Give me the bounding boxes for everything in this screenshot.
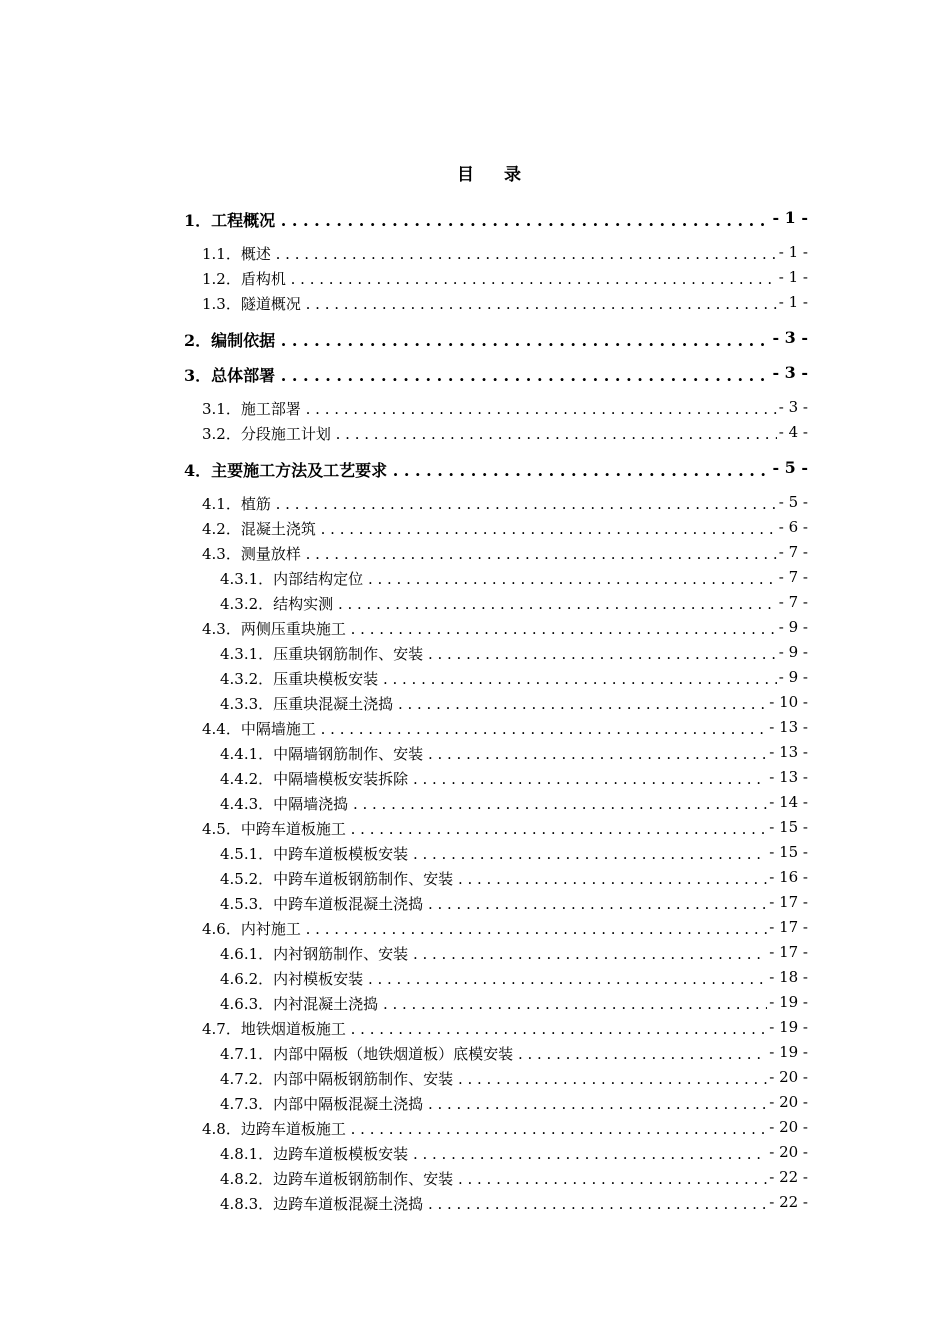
- toc-entry[interactable]: [0, 568, 950, 592]
- toc-entry-text: 4.7.1．内部中隔板（地铁烟道板）底模安装: [220, 1045, 514, 1063]
- toc-entry-title: [220, 593, 805, 614]
- toc-entry[interactable]: [0, 843, 950, 867]
- toc-entry-page: - 3 -: [772, 328, 808, 347]
- toc-entry[interactable]: [0, 818, 950, 842]
- toc-entry-title: [202, 818, 805, 839]
- toc-entry-page: - 9 -: [778, 643, 808, 661]
- toc-entry[interactable]: [0, 743, 950, 767]
- toc-entry-title: [220, 1168, 805, 1189]
- toc-entry-page: - 19 -: [769, 1018, 808, 1036]
- toc-entry-page: - 3 -: [778, 398, 808, 416]
- toc-entry-title: [220, 793, 805, 814]
- toc-entry-text: 4.8.2．边跨车道板钢筋制作、安装: [220, 1170, 454, 1188]
- toc-entry-page: - 20 -: [769, 1068, 808, 1086]
- toc-entry-text: 4.8.3．边跨车道板混凝土浇捣: [220, 1195, 424, 1213]
- toc-entry-text: 3．总体部署: [184, 366, 276, 385]
- toc-entry[interactable]: [0, 718, 950, 742]
- toc-entry[interactable]: [0, 943, 950, 967]
- toc-entry-text: 3.2．分段施工计划: [202, 425, 331, 443]
- toc-entry-page: - 17 -: [769, 943, 808, 961]
- toc-entry-page: - 18 -: [769, 968, 808, 986]
- toc-entry-page: - 13 -: [769, 743, 808, 761]
- toc-entry-text: 4．主要施工方法及工艺要求: [184, 461, 388, 480]
- toc-entry-title: [220, 843, 805, 864]
- toc-entry-text: 4.4.2．中隔墙模板安装拆除: [220, 770, 409, 788]
- toc-entry-page: - 17 -: [769, 893, 808, 911]
- toc-entry-page: - 7 -: [778, 593, 808, 611]
- toc-entry-text: 1.1．概述: [202, 245, 271, 263]
- toc-entry-title: [202, 518, 805, 539]
- toc-entry-page: - 7 -: [778, 568, 808, 586]
- toc-entry-text: 4.6．内衬施工: [202, 920, 301, 938]
- toc-entry-text: 4.5．中跨车道板施工: [202, 820, 346, 838]
- toc-entry[interactable]: [0, 1193, 950, 1217]
- toc-entry-title: [220, 1143, 805, 1164]
- toc-entry[interactable]: [0, 328, 950, 352]
- toc-entry-title: [220, 1068, 805, 1089]
- toc-entry[interactable]: [0, 363, 950, 387]
- toc-entry-page: - 19 -: [769, 993, 808, 1011]
- toc-entry-title: [202, 918, 805, 939]
- toc-entry[interactable]: [0, 543, 950, 567]
- toc-entry[interactable]: [0, 518, 950, 542]
- toc-entry-title: [184, 458, 805, 481]
- toc-entry-text: 4.4.3．中隔墙浇捣: [220, 795, 349, 813]
- toc-entry-text: 1．工程概况: [184, 211, 276, 230]
- toc-entry-page: - 17 -: [769, 918, 808, 936]
- toc-entry-text: 4.7．地铁烟道板施工: [202, 1020, 346, 1038]
- toc-entry-page: - 3 -: [772, 363, 808, 382]
- toc-entry-text: 4.3.3．压重块混凝土浇捣: [220, 695, 394, 713]
- toc-entry-text: 4.7.2．内部中隔板钢筋制作、安装: [220, 1070, 454, 1088]
- toc-entry-title: [202, 618, 805, 639]
- toc-entry-title: [202, 423, 805, 444]
- toc-entry[interactable]: [0, 793, 950, 817]
- toc-entry-page: - 1 -: [778, 268, 808, 286]
- toc-entry[interactable]: [0, 243, 950, 267]
- toc-entry-page: - 1 -: [772, 208, 808, 227]
- toc-entry-text: 4.3.1．内部结构定位: [220, 570, 364, 588]
- toc-entry-page: - 10 -: [769, 693, 808, 711]
- toc-entry-text: 4.5.2．中跨车道板钢筋制作、安装: [220, 870, 454, 888]
- toc-entry-page: - 1 -: [778, 243, 808, 261]
- toc-entry-title: [220, 893, 805, 914]
- toc-entry-title: [220, 868, 805, 889]
- toc-entry-page: - 5 -: [772, 458, 808, 477]
- toc-entry-title: [202, 543, 805, 564]
- toc-entry-text: 4.3.2．压重块模板安装: [220, 670, 379, 688]
- toc-entry-text: 4.3．两侧压重块施工: [202, 620, 346, 638]
- toc-entry-text: 4.6.1．内衬钢筋制作、安装: [220, 945, 409, 963]
- toc-entry-title: [220, 1043, 805, 1064]
- toc-entry[interactable]: [0, 268, 950, 292]
- toc-entry[interactable]: [0, 493, 950, 517]
- toc-entry-text: 4.6.2．内衬模板安装: [220, 970, 364, 988]
- toc-entry-title: [220, 1093, 805, 1114]
- toc-entry-text: 2．编制依据: [184, 331, 276, 350]
- toc-entry-title: [202, 1118, 805, 1139]
- toc-entry-page: - 9 -: [778, 618, 808, 636]
- toc-entry-title: [220, 768, 805, 789]
- toc-entry[interactable]: [0, 423, 950, 447]
- toc-entry-text: 4.4．中隔墙施工: [202, 720, 316, 738]
- toc-entry[interactable]: [0, 893, 950, 917]
- toc-entry[interactable]: [0, 1143, 950, 1167]
- toc-entry-text: 4.1．植筋: [202, 495, 271, 513]
- toc-entry[interactable]: [0, 208, 950, 232]
- toc-title: 目 录: [457, 165, 533, 185]
- toc-entry-page: - 5 -: [778, 493, 808, 511]
- toc-entry-text: 4.5.1．中跨车道板模板安装: [220, 845, 409, 863]
- toc-entry[interactable]: [0, 693, 950, 717]
- toc-entry-title: [220, 643, 805, 664]
- toc-entry-page: - 6 -: [778, 518, 808, 536]
- toc-entry-page: - 22 -: [769, 1193, 808, 1211]
- toc-entry[interactable]: [0, 1168, 950, 1192]
- toc-entry[interactable]: [0, 993, 950, 1017]
- toc-entry[interactable]: [0, 293, 950, 317]
- toc-entry-page: - 20 -: [769, 1118, 808, 1136]
- toc-entry-page: - 1 -: [778, 293, 808, 311]
- toc-entry-page: - 13 -: [769, 768, 808, 786]
- toc-entry-text: 4.3．测量放样: [202, 545, 301, 563]
- toc-entry-text: 4.6.3．内衬混凝土浇捣: [220, 995, 379, 1013]
- toc-entry[interactable]: [0, 1093, 950, 1117]
- toc-entry-title: [220, 993, 805, 1014]
- toc-entry-title: [220, 668, 805, 689]
- toc-entry-title: [220, 968, 805, 989]
- toc-entry-text: 1.3．隧道概况: [202, 295, 301, 313]
- toc-entry[interactable]: [0, 643, 950, 667]
- toc-entry-title: [220, 693, 805, 714]
- toc-entry-text: 4.4.1．中隔墙钢筋制作、安装: [220, 745, 424, 763]
- toc-entry-text: 4.5.3．中跨车道板混凝土浇捣: [220, 895, 424, 913]
- toc-entry[interactable]: [0, 618, 950, 642]
- toc-entry-page: - 14 -: [769, 793, 808, 811]
- toc-entry[interactable]: [0, 1043, 950, 1067]
- toc-entry[interactable]: [0, 593, 950, 617]
- toc-entry[interactable]: [0, 918, 950, 942]
- toc-entry-title: [220, 1193, 805, 1214]
- toc-entry-title: [202, 268, 805, 289]
- toc-entry[interactable]: [0, 668, 950, 692]
- toc-entry-page: - 9 -: [778, 668, 808, 686]
- toc-entry-title: [184, 363, 805, 386]
- toc-entry-page: - 13 -: [769, 718, 808, 736]
- toc-entry-text: 4.8．边跨车道板施工: [202, 1120, 346, 1138]
- toc-entry-title: [202, 718, 805, 739]
- toc-entry-page: - 15 -: [769, 843, 808, 861]
- toc-entry-title: [184, 328, 805, 351]
- toc-entry-page: - 19 -: [769, 1043, 808, 1061]
- toc-entry[interactable]: [0, 1118, 950, 1142]
- toc-entry-page: - 4 -: [778, 423, 808, 441]
- toc-entry-text: 4.3.1．压重块钢筋制作、安装: [220, 645, 424, 663]
- toc-entry[interactable]: [0, 968, 950, 992]
- toc-entry-text: 4.8.1．边跨车道板模板安装: [220, 1145, 409, 1163]
- toc-entry-title: [202, 1018, 805, 1039]
- toc-entry-title: [220, 568, 805, 589]
- toc-entry-text: 4.3.2．结构实测: [220, 595, 334, 613]
- toc-entry-page: - 16 -: [769, 868, 808, 886]
- toc-entry[interactable]: [0, 1018, 950, 1042]
- toc-entry-title: [202, 493, 805, 514]
- toc-entry-page: - 22 -: [769, 1168, 808, 1186]
- toc-entry-title: [220, 743, 805, 764]
- toc-entry-title: [184, 208, 805, 231]
- toc-entry[interactable]: [0, 1068, 950, 1092]
- toc-entry[interactable]: [0, 398, 950, 422]
- toc-entry-text: 1.2．盾构机: [202, 270, 286, 288]
- toc-entry-text: 3.1．施工部署: [202, 400, 301, 418]
- toc-entry-text: 4.2．混凝土浇筑: [202, 520, 316, 538]
- toc-entry-text: 4.7.3．内部中隔板混凝土浇捣: [220, 1095, 424, 1113]
- toc-entry[interactable]: [0, 458, 950, 482]
- toc-entry-title: [202, 243, 805, 264]
- toc-entry-page: - 7 -: [778, 543, 808, 561]
- toc-entry-page: - 20 -: [769, 1143, 808, 1161]
- toc-entry[interactable]: [0, 868, 950, 892]
- toc-entry-page: - 15 -: [769, 818, 808, 836]
- toc-entry-title: [220, 943, 805, 964]
- toc-entry-title: [202, 398, 805, 419]
- toc-entry[interactable]: [0, 768, 950, 792]
- toc-entry-page: - 20 -: [769, 1093, 808, 1111]
- toc-entry-title: [202, 293, 805, 314]
